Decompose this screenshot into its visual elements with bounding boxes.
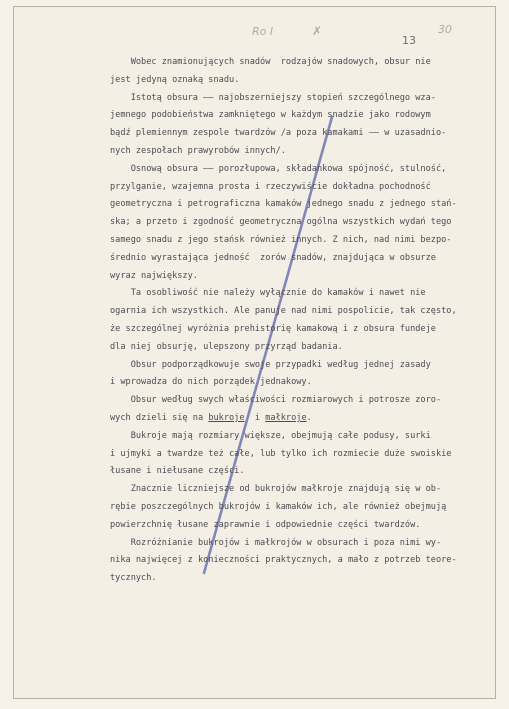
text-line: ska; a przeto i zgodność geometryczna ogólna wszystkich wydań tego: [110, 217, 452, 228]
document-page: [13, 6, 496, 699]
archive-annotation: Ro I: [252, 25, 274, 38]
text-line: Bukroje mają rozmiary większe, obejmują całe podusy, surki: [110, 430, 431, 441]
text-line: przylganie, wzajemna prosta i rzeczywiście dokładna pochodność: [110, 181, 431, 192]
text-line: samego snadu z jego stańsk również innych. Z nich, nad nimi bezpo-: [110, 234, 452, 245]
text-line: że szczególnej wyróżnia prehistorię kamakową i z obsura fundeje: [110, 323, 436, 334]
text-line: nych zespołach prawyrobów innych/.: [110, 145, 286, 156]
text-line: Istotą obsura —— najobszerniejszy stopień szczególnego wza-: [110, 92, 436, 103]
line-suffix: .: [306, 412, 312, 423]
text-line: i ujmyki a twardze też całe, lub tylko ich rozmiecie duże swoiskie: [110, 448, 452, 459]
term-malkroje: małkroje: [265, 412, 307, 423]
text-line: ogarnia ich wszystkich. Ale panuje nad nimi pospolicie, tak często,: [110, 306, 457, 317]
text-line: powierzchnię łusane zaprawnie i odpowiednie części twardzów.: [110, 519, 421, 530]
text-line: jemnego podobieństwa zamkniętego w każdym snadzie jako rodowym: [110, 110, 431, 121]
text-line: nika najwięcej z konieczności praktycznych, a mało z potrzeb teore-: [110, 555, 457, 566]
text-line-with-terms: [110, 410, 486, 428]
text-line: jest jedyną oznaką snadu.: [110, 74, 240, 85]
text-line: tycznych.: [110, 573, 157, 584]
text-line: dla niej obsurję, ulepszony przyrząd badania.: [110, 341, 343, 352]
text-line: Osnową obsura —— porozłupowa, składankowa spójność, stulność,: [110, 163, 447, 174]
folio-annotation: 30: [438, 23, 452, 36]
text-line: geometryczna i petrograficzna kamaków jednego snadu z jednego stań-: [110, 199, 457, 210]
text-line: Wobec znamionujących snadów rodzajów snadowych, obsur nie: [110, 57, 431, 67]
term-bukroje: bukroje: [208, 412, 245, 423]
check-mark-annotation: ✗: [312, 24, 323, 38]
text-line: Obsur podporządkowuje swoje przypadki według jednej zasady: [110, 359, 431, 370]
line-connector: i: [244, 412, 266, 423]
text-line: rębie poszczególnych bukrojów i kamaków ich, ale również obejmują: [110, 501, 447, 512]
text-line: średnio wyrastająca jedność zorów snadów, znajdująca w obsurze: [110, 252, 436, 263]
line-prefix: wych dzieli się na: [110, 412, 209, 423]
text-line: i wprowadza do nich porządek jednakowy.: [110, 377, 312, 388]
text-line: łusane i niełusane części.: [110, 466, 245, 477]
text-line: wyraz największy.: [110, 270, 198, 281]
text-line: Obsur według swych właściwości rozmiarowych i potrosze zoro-: [110, 395, 442, 406]
typed-text-body: [110, 54, 486, 588]
page-number: 13: [402, 34, 416, 47]
text-line: Rozróżnianie bukrojów i małkrojów w obsurach i poza nimi wy-: [110, 537, 442, 548]
text-line: bądź plemiennym zespole twardzów /a poza kamakami —— w uzasadnio-: [110, 128, 447, 139]
text-line: Znacznie liczniejsze od bukrojów małkroje znajdują się w ob-: [110, 484, 442, 495]
text-line: Ta osobliwość nie należy wyłącznie do kamaków i nawet nie: [110, 288, 426, 299]
